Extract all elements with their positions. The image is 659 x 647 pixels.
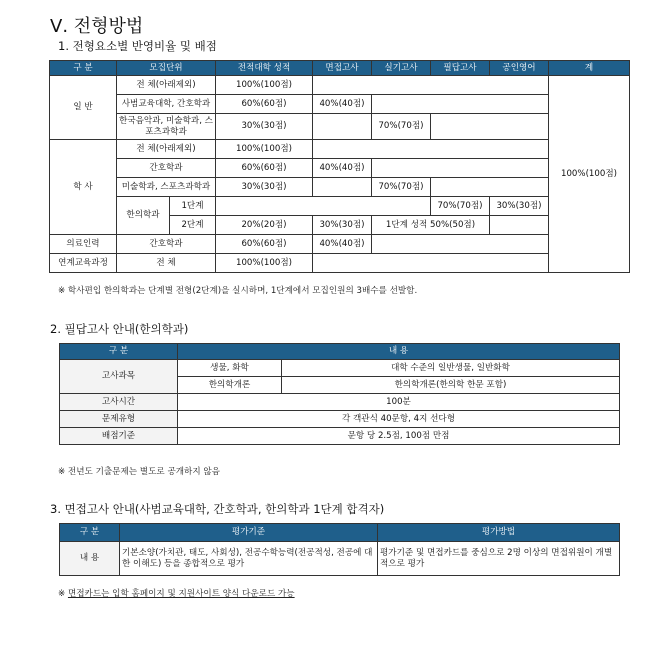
- section2-note: ※ 전년도 기출문제는 별도로 공개하지 않음: [58, 467, 220, 477]
- interview-table: [59, 523, 620, 576]
- content-label: 내 용: [60, 542, 120, 576]
- subject-bio-chem: 생물, 화학: [178, 360, 282, 377]
- method-text: 평가기준 및 면접카드를 중심으로 2명 이상의 면접위원이 개별적으로 평가: [378, 542, 620, 576]
- header-category: 구 분: [60, 344, 178, 360]
- category-medical: 의료인력: [50, 235, 117, 254]
- cell: 40%(40점): [313, 95, 372, 114]
- header-practical: 실기고사: [372, 61, 431, 76]
- subject-korean-med: 한의학개론: [178, 377, 282, 394]
- section3-title: 3. 면접고사 안내(사범교육대학, 간호학과, 한의학과 1단계 합격자): [50, 502, 385, 516]
- criteria-text: 기본소양(가치관, 태도, 사회성), 전공수학능력(전공적성, 전공에 대한 이해도) 등을 종합적으로 평가: [120, 542, 378, 576]
- header-unit: 모집단위: [117, 61, 216, 76]
- subject-korean-med-desc: 한의학개론(한의학 한문 포함): [282, 377, 620, 394]
- time-value: 100분: [178, 394, 620, 411]
- time-label: 고사시간: [60, 394, 178, 411]
- cell: 20%(20점): [216, 216, 313, 235]
- section3-note: [58, 587, 295, 599]
- unit-art-sport: 미술학과, 스포츠과학과: [117, 178, 216, 197]
- stage1-score: 1단계 성적 50%(50점): [372, 216, 490, 235]
- unit-korean-med: 한의학과: [117, 197, 170, 235]
- type-value: 각 객관식 40문항, 4지 선다형: [178, 411, 620, 428]
- cell: 70%(70점): [372, 178, 431, 197]
- cell: 40%(40점): [313, 159, 372, 178]
- cell: 100%(100점): [216, 76, 313, 95]
- unit-all: 전 체(아래제외): [117, 140, 216, 159]
- unit-whole: 전 체: [117, 254, 216, 273]
- score-value: 문항 당 2.5점, 100점 만점: [178, 428, 620, 445]
- cell: 30%(30점): [216, 114, 313, 140]
- header-english: 공인영어: [490, 61, 549, 76]
- cell: 30%(30점): [490, 197, 549, 216]
- category-transfer: 학 사: [50, 140, 117, 235]
- header-total: 계: [549, 61, 630, 76]
- unit-edu-nursing: 사범교육대학, 간호학과: [117, 95, 216, 114]
- header-criteria: 평가기준: [120, 524, 378, 542]
- cell: 70%(70점): [431, 197, 490, 216]
- stage1-label: 1단계: [170, 197, 216, 216]
- cell: 100%(100점): [216, 140, 313, 159]
- cell: 40%(40점): [313, 235, 372, 254]
- header-category: 구 분: [50, 61, 117, 76]
- note-prefix: ※: [58, 589, 68, 599]
- score-label: 배점기준: [60, 428, 178, 445]
- header-category: 구 분: [60, 524, 120, 542]
- section-heading: Ⅴ. 전형방법: [50, 16, 144, 37]
- category-general: 일 반: [50, 76, 117, 140]
- stage2-label: 2단계: [170, 216, 216, 235]
- cell: 30%(30점): [313, 216, 372, 235]
- cell: 60%(60점): [216, 95, 313, 114]
- cell: 60%(60점): [216, 159, 313, 178]
- header-written: 필답고사: [431, 61, 490, 76]
- section1-note: ※ 학사편입 한의학과는 단계별 전형(2단계)을 실시하며, 1단계에서 모집인원의 3배수를 선발함.: [58, 286, 418, 296]
- section2-title: 2. 필답고사 안내(한의학과): [50, 322, 189, 336]
- type-label: 문제유형: [60, 411, 178, 428]
- ratio-table: [49, 60, 630, 273]
- section1-title: 1. 전형요소별 반영비율 및 배점: [58, 39, 217, 53]
- unit-nursing: 간호학과: [117, 159, 216, 178]
- subject-bio-chem-desc: 대학 수준의 일반생물, 일반화학: [282, 360, 620, 377]
- header-interview: 면접고사: [313, 61, 372, 76]
- unit-all: 전 체(아래제외): [117, 76, 216, 95]
- cell: 100%(100점): [216, 254, 313, 273]
- note-text: 면접카드는 입학 홈페이지 및 지원사이트 양식 다운로드 가능: [67, 589, 295, 599]
- cell: 70%(70점): [372, 114, 431, 140]
- header-prev-grade: 전적대학 성적: [216, 61, 313, 76]
- cell: 30%(30점): [216, 178, 313, 197]
- unit-music-art-sport: 한국음악과, 미술학과, 스포츠과학과: [117, 114, 216, 140]
- category-linked: 연계교육과정: [50, 254, 117, 273]
- written-exam-table: [59, 343, 620, 445]
- total-value: 100%(100점): [549, 76, 630, 273]
- header-method: 평가방법: [378, 524, 620, 542]
- cell: 60%(60점): [216, 235, 313, 254]
- header-content: 내 용: [178, 344, 620, 360]
- subjects-label: 고사과목: [60, 360, 178, 394]
- unit-nursing: 간호학과: [117, 235, 216, 254]
